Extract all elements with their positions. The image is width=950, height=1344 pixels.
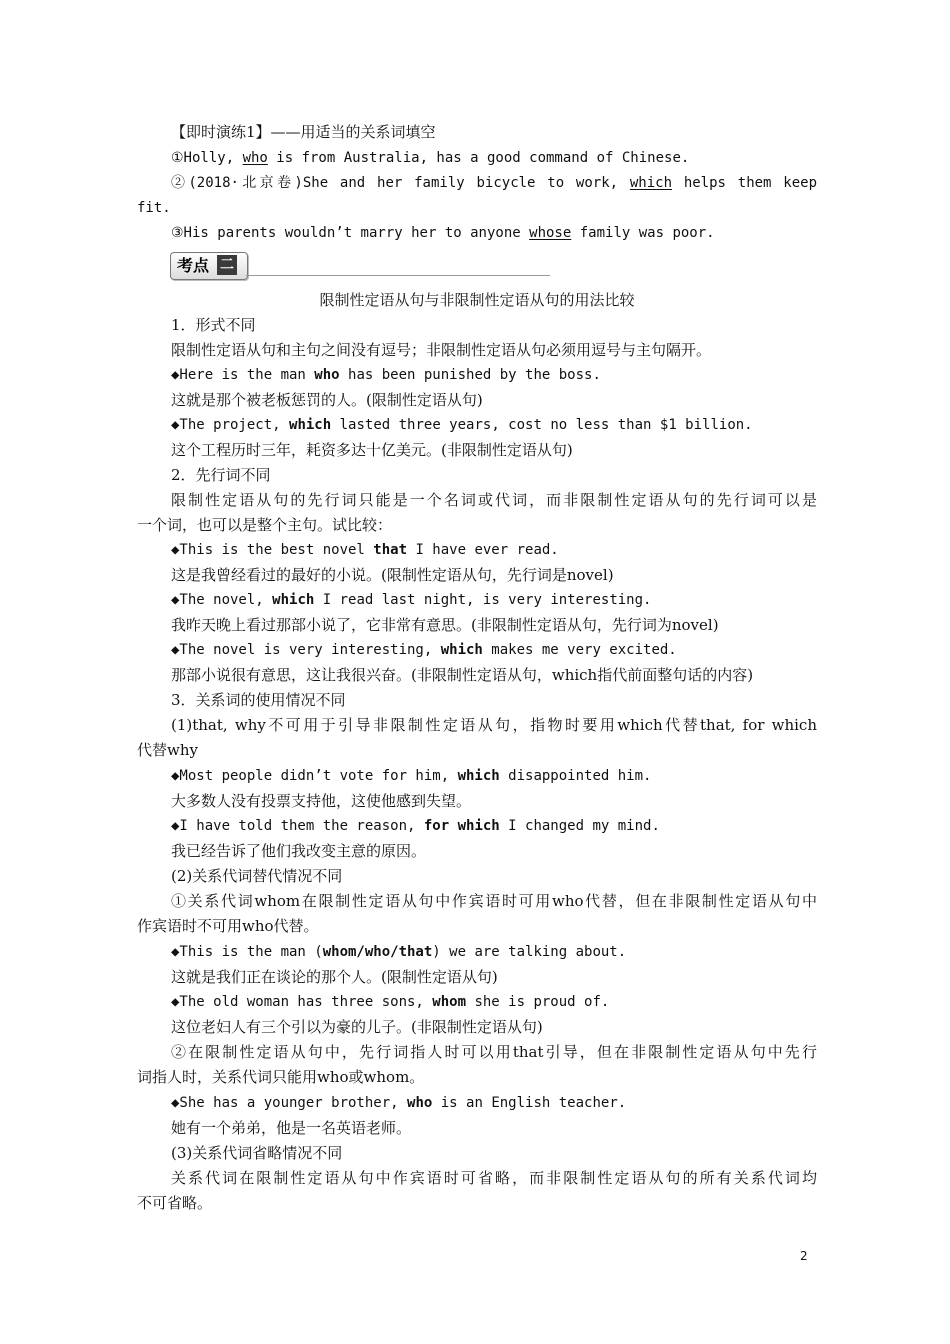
s1-example-2-cn: 这个工程历时三年，耗资多达十亿美元。(非限制性定语从句) (171, 441, 573, 459)
s3-p2-b-line-1: ②在限制性定语从句中，先行词指人时可以用that引导，但在非限制性定语从句中先行 (171, 1043, 817, 1061)
s3-p1-example-2-cn: 我已经告诉了他们我改变主意的原因。 (171, 842, 427, 860)
practice-heading: 【即时演练1】——用适当的关系词填空 (171, 123, 436, 141)
s3-p2-example-1-cn: 这就是我们正在谈论的那个人。(限制性定语从句) (171, 968, 498, 986)
s3-p1-line-1: (1)that, why不可用于引导非限制性定语从句，指物时要用which代替that, for which (171, 716, 817, 734)
s3-p3-line-1: 关系代词在限制性定语从句中作宾语时可省略，而非限制性定语从句的所有关系代词均 (171, 1169, 817, 1187)
page-number: 2 (800, 1249, 808, 1263)
badge-number: 二 (217, 255, 237, 275)
badge-label: 考点 (177, 256, 210, 275)
practice-question-1: ①Holly, who is from Australia, has a good command of Chinese. (171, 150, 690, 166)
s3-p2-example-2: ◆The old woman has three sons, whom she is proud of. (171, 994, 610, 1010)
s2-example-1-cn: 这是我曾经看过的最好的小说。(限制性定语从句，先行词是novel) (171, 566, 614, 584)
s2-desc-2: 一个词，也可以是整个主句。试比较： (137, 516, 393, 534)
s3-heading: 3．关系词的使用情况不同 (171, 691, 346, 709)
section-title: 限制性定语从句与非限制性定语从句的用法比较 (319, 291, 635, 309)
s1-example-1: ◆Here is the man who has been punished by the boss. (171, 367, 601, 383)
s3-p2-a-line-2: 作宾语时不可用who代替。 (137, 917, 319, 935)
practice-question-2: ②(2018·北京卷)She and her family bicycle to work, which helps them keep (171, 175, 818, 191)
s1-desc: 限制性定语从句和主句之间没有逗号；非限制性定语从句必须用逗号与主句隔开。 (171, 341, 712, 359)
s2-example-3: ◆The novel is very interesting, which makes me very excited. (171, 642, 677, 658)
answer-2: which (629, 175, 673, 191)
practice-question-3: ③His parents wouldn’t marry her to anyone whose family was poor. (171, 225, 715, 241)
s1-example-1-cn: 这就是那个被老板惩罚的人。(限制性定语从句) (171, 391, 483, 409)
s2-example-2-cn: 我昨天晚上看过那部小说了，它非常有意思。(非限制性定语从句，先行词为novel) (171, 616, 719, 634)
s3-p1-example-1: ◆Most people didn’t vote for him, which disappointed him. (171, 768, 652, 784)
s2-example-2: ◆The novel, which I read last night, is very interesting. (171, 592, 652, 608)
s3-p1-example-2: ◆I have told them the reason, for which I changed my mind. (171, 818, 660, 834)
s2-example-1: ◆This is the best novel that I have ever read. (171, 542, 559, 558)
s1-example-2: ◆The project, which lasted three years, cost no less than $1 billion. (171, 417, 753, 433)
s3-p3-line-2: 不可省略。 (137, 1194, 213, 1212)
section-badge (170, 252, 248, 280)
practice-question-2-cont: fit. (137, 200, 171, 216)
s3-p2-example-3-cn: 她有一个弟弟，他是一名英语老师。 (171, 1119, 412, 1137)
s1-heading: 1．形式不同 (171, 316, 256, 334)
badge-rule (246, 275, 550, 276)
s2-heading: 2．先行词不同 (171, 466, 271, 484)
s2-desc-1: 限制性定语从句的先行词只能是一个名词或代词，而非限制性定语从句的先行词可以是 (171, 491, 817, 509)
answer-1: who (242, 150, 268, 166)
s3-p1-line-2: 代替why (137, 741, 198, 759)
s3-p2-example-1: ◆This is the man (whom/who/that) we are talking about. (171, 944, 627, 960)
s2-example-3-cn: 那部小说很有意思，这让我很兴奋。(非限制性定语从句，which指代前面整句话的内容) (171, 666, 754, 684)
s3-p1-example-1-cn: 大多数人没有投票支持他，这使他感到失望。 (171, 792, 472, 810)
s3-p3-heading: (3)关系代词省略情况不同 (171, 1144, 343, 1162)
s3-p2-b-line-2: 词指人时，关系代词只能用who或whom。 (137, 1068, 425, 1086)
s3-p2-heading: (2)关系代词替代情况不同 (171, 867, 343, 885)
s3-p2-example-3: ◆She has a younger brother, who is an English teacher. (171, 1095, 627, 1111)
s3-p2-a-line-1: ①关系代词whom在限制性定语从句中作宾语时可用who代替，但在非限制性定语从句中 (171, 892, 817, 910)
s3-p2-example-2-cn: 这位老妇人有三个引以为豪的儿子。(非限制性定语从句) (171, 1018, 543, 1036)
answer-3: whose (529, 225, 572, 241)
